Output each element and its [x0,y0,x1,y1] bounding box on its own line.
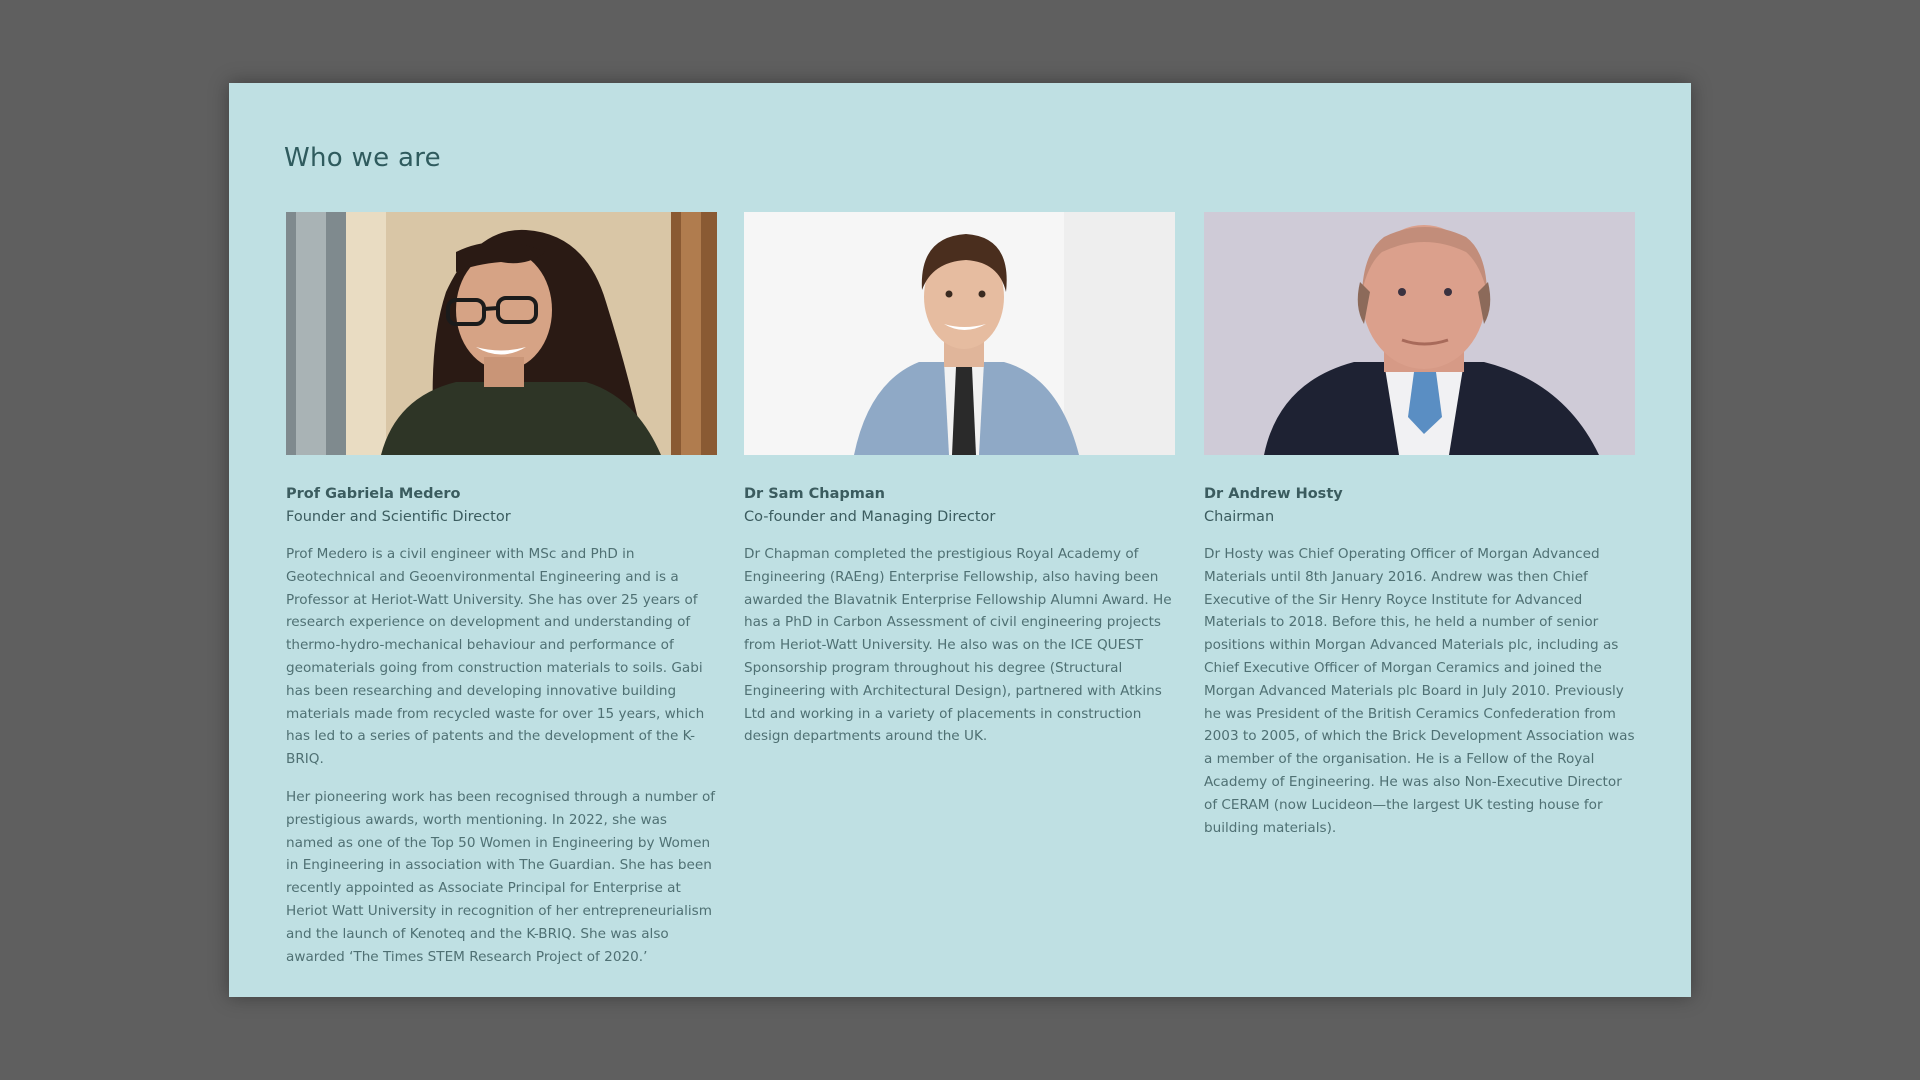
portrait-photo-andrew-hosty [1204,212,1635,455]
person-role: Founder and Scientific Director [286,509,511,525]
person-card-sam-chapman [744,212,1175,748]
who-we-are-section [229,83,1691,997]
person-name: Prof Gabriela Medero [286,486,461,502]
portrait-photo-gabriela-medero [286,212,717,455]
person-name: Dr Sam Chapman [744,486,885,502]
person-role: Chairman [1204,509,1275,525]
person-card-gabriela-medero [286,212,717,968]
person-bio-paragraph: Dr Chapman completed the prestigious Royal Academy of Engineering (RAEng) Enterprise Fellowship, also having been awarded the Blavatnik Enterprise Fellowship Alumni Award. He has a PhD in Carbon Assessment of civil engineering projects from Heriot-Watt University. He also was on the ICE QUEST Sponsorship program throughout his degree (Structural Engineering with Architectural Design), partnered with Atkins Ltd and working in a variety of placements in construction design departments around the UK. [744,546,1172,745]
person-role: Co-founder and Managing Director [744,509,996,525]
section-heading: Who we are [284,143,441,173]
person-bio-paragraph: Dr Hosty was Chief Operating Officer of Morgan Advanced Materials until 8th January 2016. Andrew was then Chief Executive of the Sir Henry Royce Institute for Advanced Materials to 2018. Before this, he held a number of senior positions within Morgan Advanced Materials plc, including as Chief Executive Officer of Morgan Ceramics and joined the Morgan Advanced Materials plc Board in July 2010. Previously he was President of the British Ceramics Confederation from 2003 to 2005, of which the Brick Development Association was a member of the organisation. He is a Fellow of the Royal Academy of Engineering. He was also Non-Executive Director of CERAM (now Lucideon—the largest UK testing house for building materials). [1204,546,1635,836]
person-card-andrew-hosty [1204,212,1635,839]
person-bio-paragraph: Prof Medero is a civil engineer with MSc and PhD in Geotechnical and Geoenvironmental Engineering and is a Professor at Heriot-Watt University. She has over 25 years of research experience on development and understanding of thermo-hydro-mechanical behaviour and performance of geomaterials going from construction materials to soils. Gabi has been researching and developing innovative building materials made from recycled waste for over 15 years, which has led to a series of patents and the development of the K-BRIQ. [286,546,705,768]
portrait-photo-sam-chapman [744,212,1175,455]
person-bio-paragraph: Her pioneering work has been recognised through a number of prestigious awards, worth mentioning. In 2022, she was named as one of the Top 50 Women in Engineering by Women in Engineering in association with The Guardian. She has been recently appointed as Associate Principal for Enterprise at Heriot Watt University in recognition of her entrepreneurialism and the launch of Kenoteq and the K-BRIQ. She was also awarded ‘The Times STEM Research Project of 2020.’ [286,788,716,965]
person-name: Dr Andrew Hosty [1204,486,1343,502]
